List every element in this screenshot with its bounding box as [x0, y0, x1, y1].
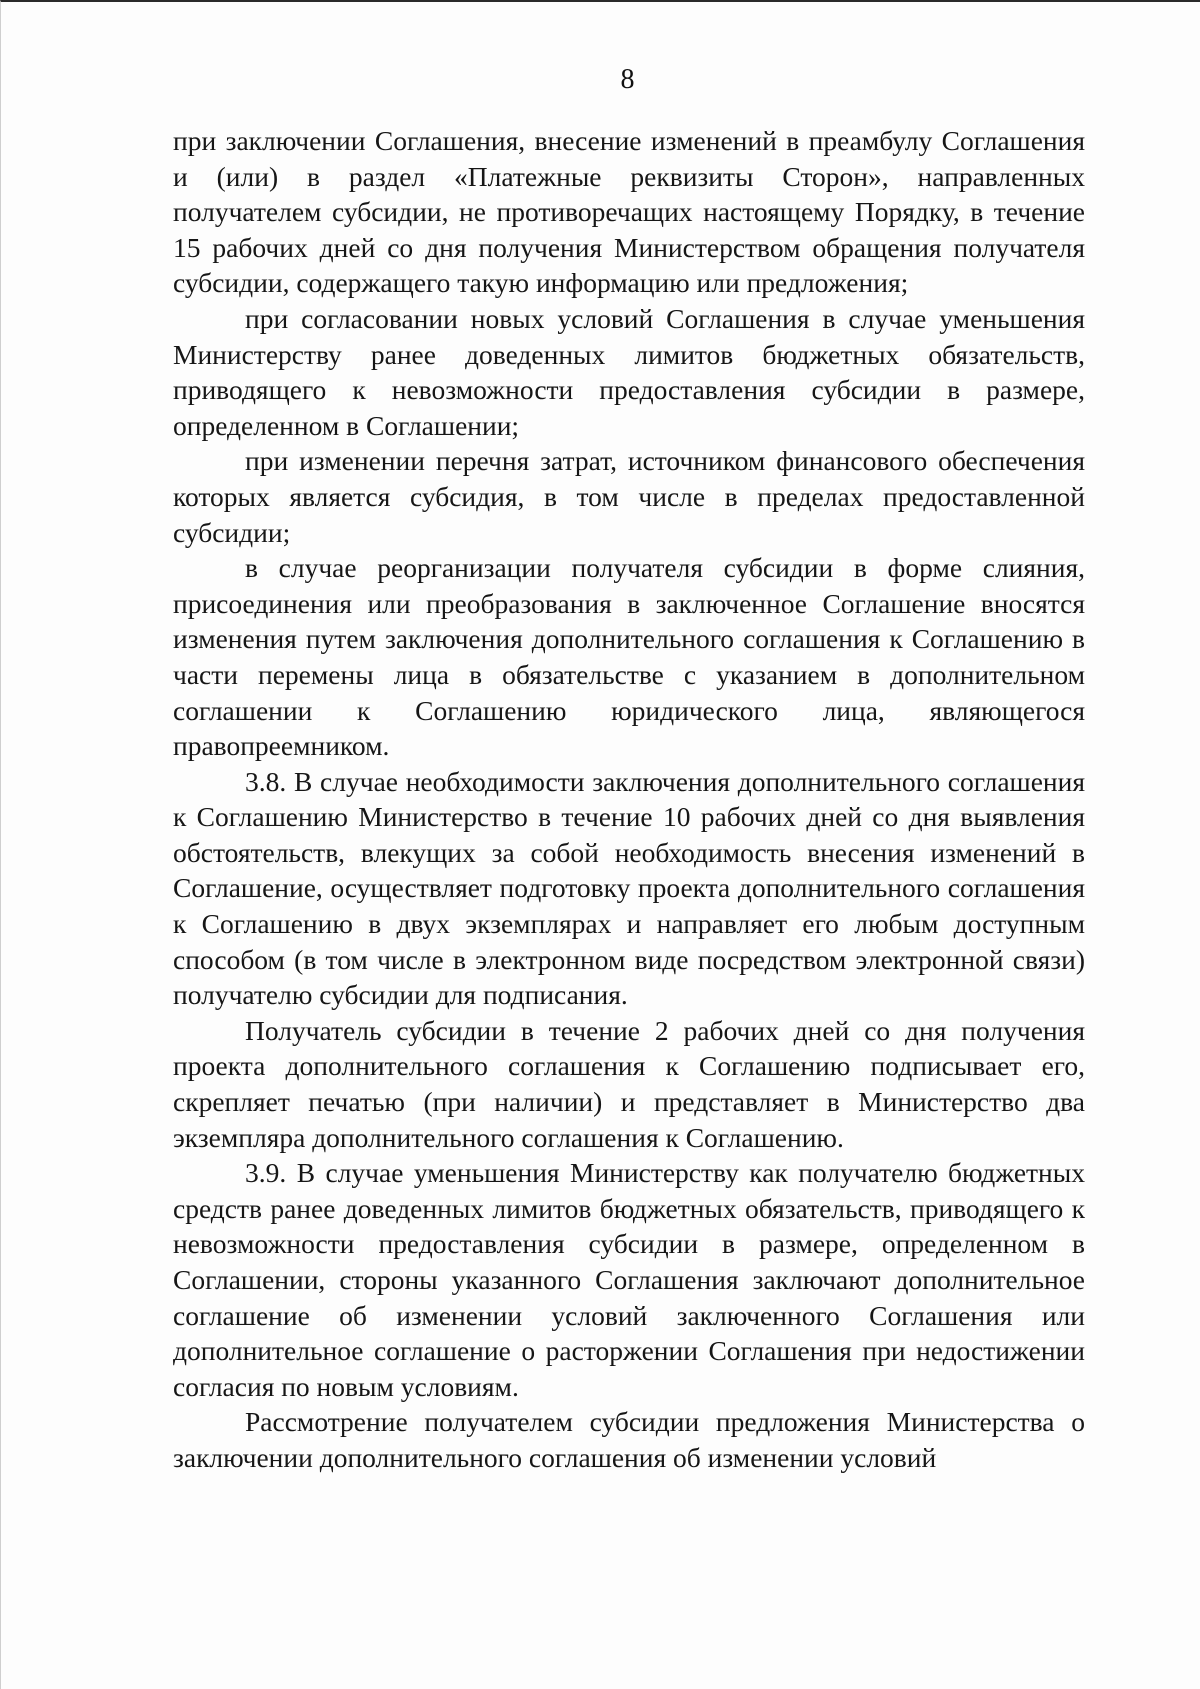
paragraph-3: при изменении перечня затрат, источником финансового обеспечения которых является субсидия, в том числе в пределах предоставленной субсидии;: [173, 445, 1085, 548]
paragraph-5: 3.8. В случае необходимости заключения дополнительного соглашения к Соглашению Министерство в течение 10 рабочих дней со дня выявления обстоятельств, влекущих за собой необходимость внесения изменений в Соглашение, осуществляет подготовку проекта дополнительного соглашения к Соглашению в двух экземплярах и направляет его любым доступным способом (в том числе в электронном виде посредством электронной связи) получателю субсидии для подписания.: [173, 765, 1085, 1011]
paragraph-2: при согласовании новых условий Соглашения в случае уменьшения Министерству ранее доведенных лимитов бюджетных обязательств, приводящего к невозможности предоставления субсидии в размере, определенном в Соглашении;: [173, 302, 1085, 441]
paragraph-1: при заключении Соглашения, внесение изменений в преамбулу Соглашения и (или) в раздел «Платежные реквизиты Сторон», направленных получателем субсидии, не противоречащих настоящему Порядку, в течение 15 рабочих дней со дня получения Министерством обращения получателя субсидии, содержащего такую информацию или предложения;: [173, 125, 1085, 299]
paragraph-7: 3.9. В случае уменьшения Министерству как получателю бюджетных средств ранее доведенных лимитов бюджетных обязательств, приводящего к невозможности предоставления субсидии в размере, определенном в Соглашении, стороны указанного Соглашения заключают дополнительное соглашение об изменении условий заключенного Соглашения или дополнительное соглашение о расторжении Соглашения при недостижении согласия по новым условиям.: [173, 1157, 1085, 1402]
document-body: [173, 123, 1085, 1476]
paragraph-8: Рассмотрение получателем субсидии предложения Министерства о заключении дополнительного соглашения об изменении условий: [173, 1406, 1085, 1473]
paragraph-4: в случае реорганизации получателя субсидии в форме слияния, присоединения или преобразования в заключенное Соглашение вносятся изменения путем заключения дополнительного соглашения к Соглашению в части перемены лица в обязательстве с указанием в дополнительном соглашении к Соглашению юридического лица, являющегося правопреемником.: [173, 552, 1085, 762]
paragraph-6: Получатель субсидии в течение 2 рабочих дней со дня получения проекта дополнительного соглашения к Соглашению подписывает его, скрепляет печатью (при наличии) и представляет в Министерство два экземпляра дополнительного соглашения к Соглашению.: [173, 1014, 1085, 1153]
page-number: 8: [620, 64, 635, 95]
